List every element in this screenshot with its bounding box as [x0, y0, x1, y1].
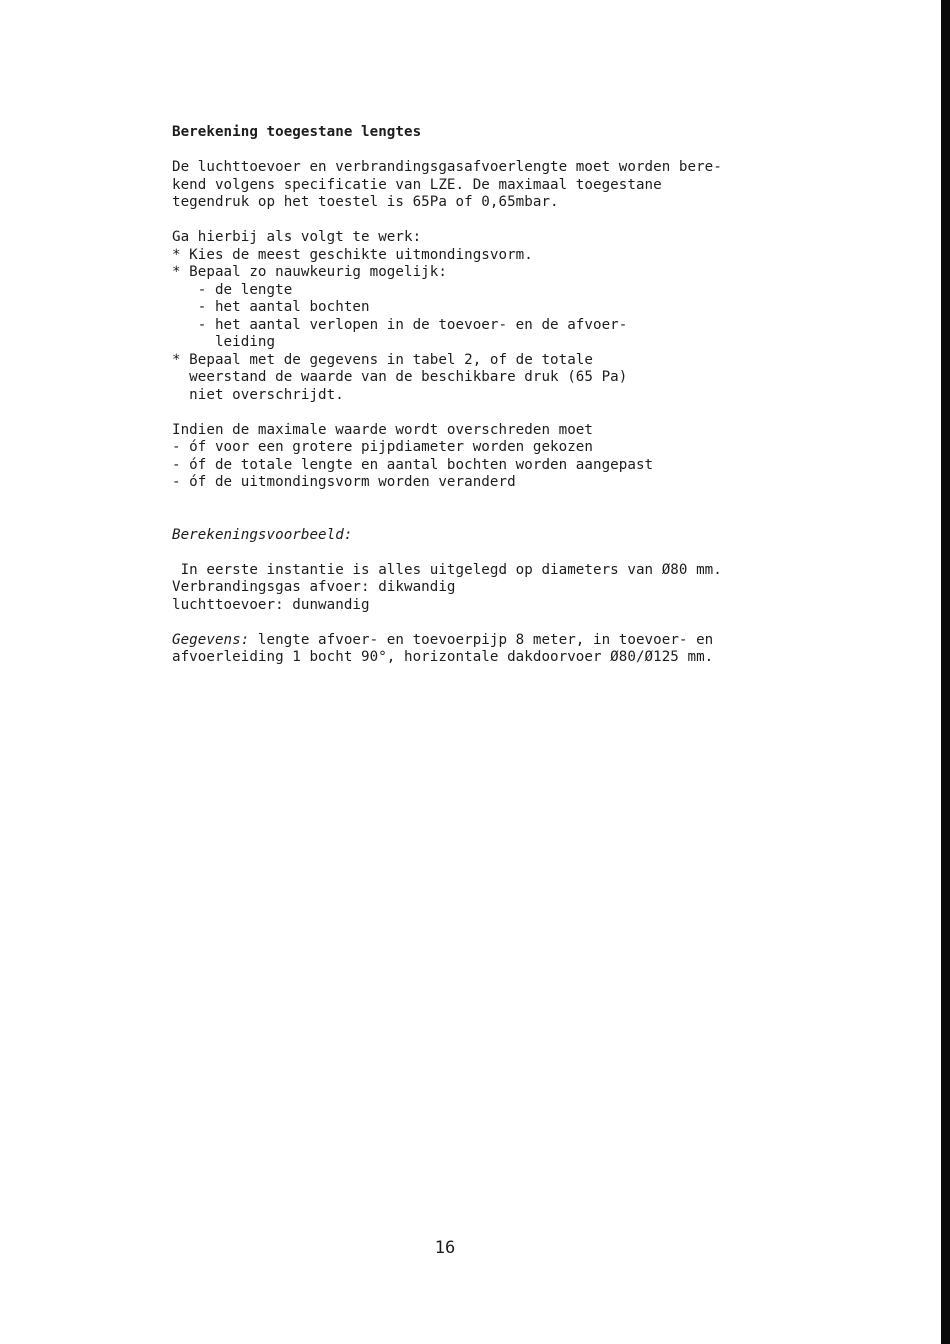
given-paragraph — [172, 632, 812, 667]
intro-paragraph — [172, 159, 812, 212]
given-line — [172, 632, 812, 650]
exceed-line: Indien de maximale waarde wordt overschreden moet — [172, 421, 593, 438]
exceed-line: - óf voor een grotere pijpdiameter worden gekozen — [172, 439, 593, 455]
intro-line: tegendruk op het toestel is 65Pa of 0,65mbar. — [172, 194, 559, 210]
steps-line: - het aantal bochten — [172, 299, 370, 315]
example-heading: Berekeningsvoorbeeld: — [172, 526, 353, 543]
steps-line: * Bepaal met de gegevens in tabel 2, of de totale — [172, 351, 593, 368]
steps-line: leiding — [172, 334, 276, 350]
example-line: luchttoevoer: dunwandig — [172, 596, 370, 613]
steps-line: - het aantal verlopen in de toevoer- en de afvoer- — [172, 316, 628, 333]
exceed-line: - óf de uitmondingsvorm worden veranderd — [172, 474, 516, 490]
steps-line: Ga hierbij als volgt te werk: — [172, 229, 422, 245]
exceed-list — [172, 422, 812, 492]
example-line: Verbrandingsgas afvoer: dikwandig — [172, 579, 456, 595]
intro-line: De luchttoevoer en verbrandingsgasafvoerlengte moet worden bere- — [172, 159, 722, 175]
steps-line: * Bepaal zo nauwkeurig mogelijk: — [172, 264, 447, 280]
example-paragraph — [172, 562, 812, 615]
given-line: afvoerleiding 1 bocht 90°, horizontale dakdoorvoer Ø80/Ø125 mm. — [172, 649, 714, 665]
steps-list — [172, 229, 812, 404]
example-line: In eerste instantie is alles uitgelegd op diameters van Ø80 mm. — [172, 561, 722, 578]
steps-line: * Kies de meest geschikte uitmondingsvorm. — [172, 246, 533, 263]
exceed-line: - óf de totale lengte en aantal bochten worden aangepast — [172, 456, 654, 473]
steps-line: niet overschrijdt. — [172, 386, 344, 403]
given-label: Gegevens: — [172, 631, 250, 648]
scan-edge-bar — [941, 0, 950, 1344]
steps-line: weerstand de waarde van de beschikbare druk (65 Pa) — [172, 369, 628, 385]
page-number: 16 — [434, 1238, 456, 1258]
steps-line: - de lengte — [172, 281, 293, 298]
section-heading: Berekening toegestane lengtes — [172, 124, 422, 140]
given-text: lengte afvoer- en toevoerpijp 8 meter, in toevoer- en — [249, 631, 714, 648]
intro-line: kend volgens specificatie van LZE. De maximaal toegestane — [172, 176, 662, 193]
document-body — [172, 124, 812, 667]
